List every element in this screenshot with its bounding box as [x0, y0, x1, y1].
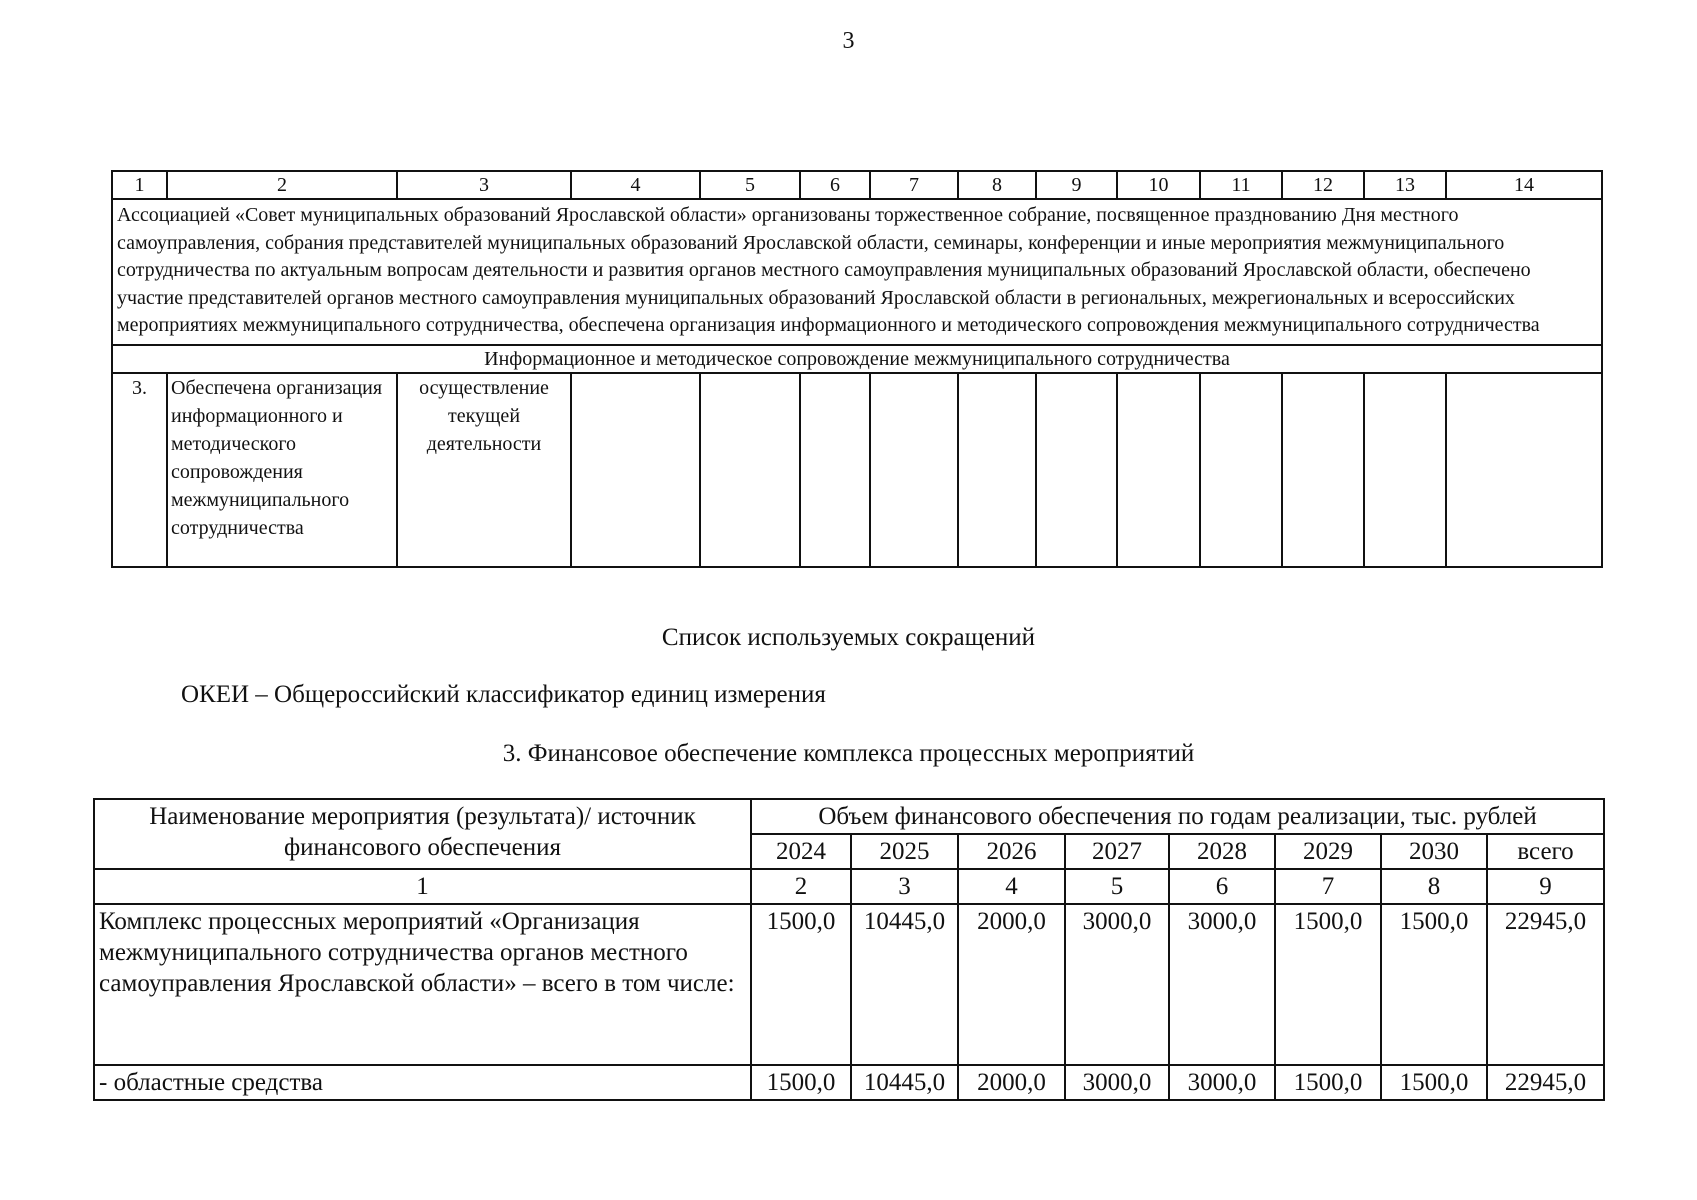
- column-number: 5: [1065, 869, 1169, 904]
- section-title: Информационное и методическое сопровождение межмуниципального сотрудничества: [112, 345, 1602, 373]
- value-cell: 1500,0: [751, 1065, 851, 1100]
- column-number: 10: [1117, 171, 1200, 199]
- value-cell: 1500,0: [1275, 1065, 1381, 1100]
- column-number: 7: [1275, 869, 1381, 904]
- empty-cell: [700, 373, 800, 567]
- total-cell: 22945,0: [1487, 1065, 1604, 1100]
- table-row: [94, 1065, 1604, 1100]
- total-header: всего: [1487, 834, 1604, 869]
- column-number: 1: [94, 869, 751, 904]
- value-cell: 3000,0: [1065, 904, 1169, 1065]
- value-cell: 1500,0: [1381, 1065, 1487, 1100]
- empty-cell: [1282, 373, 1364, 567]
- value-cell: 10445,0: [851, 904, 958, 1065]
- column-number: 6: [800, 171, 870, 199]
- value-cell: 2000,0: [958, 904, 1065, 1065]
- column-number: 4: [571, 171, 700, 199]
- column-number: 8: [958, 171, 1036, 199]
- empty-cell: [1364, 373, 1446, 567]
- column-number: 6: [1169, 869, 1275, 904]
- header-name: Наименование мероприятия (результата)/ источник финансового обеспечения: [94, 799, 751, 869]
- value-cell: 3000,0: [1169, 904, 1275, 1065]
- empty-cell: [1036, 373, 1117, 567]
- column-number: 9: [1036, 171, 1117, 199]
- results-table: [111, 170, 1603, 568]
- abbreviation-item: ОКЕИ – Общероссийский классификатор единиц измерения: [181, 681, 826, 708]
- total-cell: 22945,0: [1487, 904, 1604, 1065]
- finance-table: [93, 798, 1605, 1101]
- column-number: 13: [1364, 171, 1446, 199]
- column-number-row: [112, 171, 1602, 199]
- year-header: 2028: [1169, 834, 1275, 869]
- row-number: 3.: [112, 373, 167, 567]
- column-number: 3: [851, 869, 958, 904]
- value-cell: 1500,0: [1275, 904, 1381, 1065]
- value-cell: 1500,0: [751, 904, 851, 1065]
- column-number: 2: [167, 171, 397, 199]
- empty-cell: [1200, 373, 1282, 567]
- year-header: 2029: [1275, 834, 1381, 869]
- row-name: Комплекс процессных мероприятий «Организация межмуниципального сотрудничества органов местного самоуправления Ярославской области» – всего в том числе:: [94, 904, 751, 1065]
- year-header: 2024: [751, 834, 851, 869]
- year-header: 2026: [958, 834, 1065, 869]
- column-number: 7: [870, 171, 958, 199]
- abbreviations-title: Список используемых сокращений: [661, 624, 1036, 651]
- empty-cell: [571, 373, 700, 567]
- column-number: 1: [112, 171, 167, 199]
- column-number-row: [94, 869, 1604, 904]
- year-header: 2030: [1381, 834, 1487, 869]
- column-number: 3: [397, 171, 571, 199]
- column-number: 4: [958, 869, 1065, 904]
- value-cell: 1500,0: [1381, 904, 1487, 1065]
- column-number: 14: [1446, 171, 1602, 199]
- result-name: Обеспечена организация информационного и методического сопровождения межмуниципального сотрудничества: [167, 373, 397, 567]
- column-number: 11: [1200, 171, 1282, 199]
- value-cell: 3000,0: [1065, 1065, 1169, 1100]
- row-name: - областные средства: [94, 1065, 751, 1100]
- empty-cell: [870, 373, 958, 567]
- column-number: 12: [1282, 171, 1364, 199]
- year-header: 2027: [1065, 834, 1169, 869]
- column-number: 8: [1381, 869, 1487, 904]
- empty-cell: [800, 373, 870, 567]
- header-volume: Объем финансового обеспечения по годам реализации, тыс. рублей: [751, 799, 1604, 834]
- value-cell: 2000,0: [958, 1065, 1065, 1100]
- table-row: [112, 373, 1602, 567]
- page-number: 3: [842, 28, 855, 54]
- empty-cell: [1117, 373, 1200, 567]
- empty-cell: [958, 373, 1036, 567]
- column-number: 2: [751, 869, 851, 904]
- column-number: 9: [1487, 869, 1604, 904]
- year-header: 2025: [851, 834, 958, 869]
- table-row: [94, 904, 1604, 1065]
- result-type: осуществление текущей деятельности: [397, 373, 571, 567]
- finance-section-title: 3. Финансовое обеспечение комплекса процессных мероприятий: [502, 740, 1195, 767]
- achievement-description: Ассоциацией «Совет муниципальных образований Ярославской области» организованы торжественное собрание, посвященное празднованию Дня местного самоуправления, собрания представителей муниципальных образований Ярославской области, семинары, конференции и иные мероприятия межмуниципального сотрудничества по актуальным вопросам деятельности и развития органов местного самоуправления муниципальных образований Ярославской области, обеспечено участие представителей органов местного самоуправления муниципальных образований Ярославской области в региональных, межрегиональных и всероссийских мероприятиях межмуниципального сотрудничества, обеспечена организация информационного и методического сопровождения межмуниципального сотрудничества: [112, 199, 1602, 345]
- empty-cell: [1446, 373, 1602, 567]
- value-cell: 3000,0: [1169, 1065, 1275, 1100]
- column-number: 5: [700, 171, 800, 199]
- value-cell: 10445,0: [851, 1065, 958, 1100]
